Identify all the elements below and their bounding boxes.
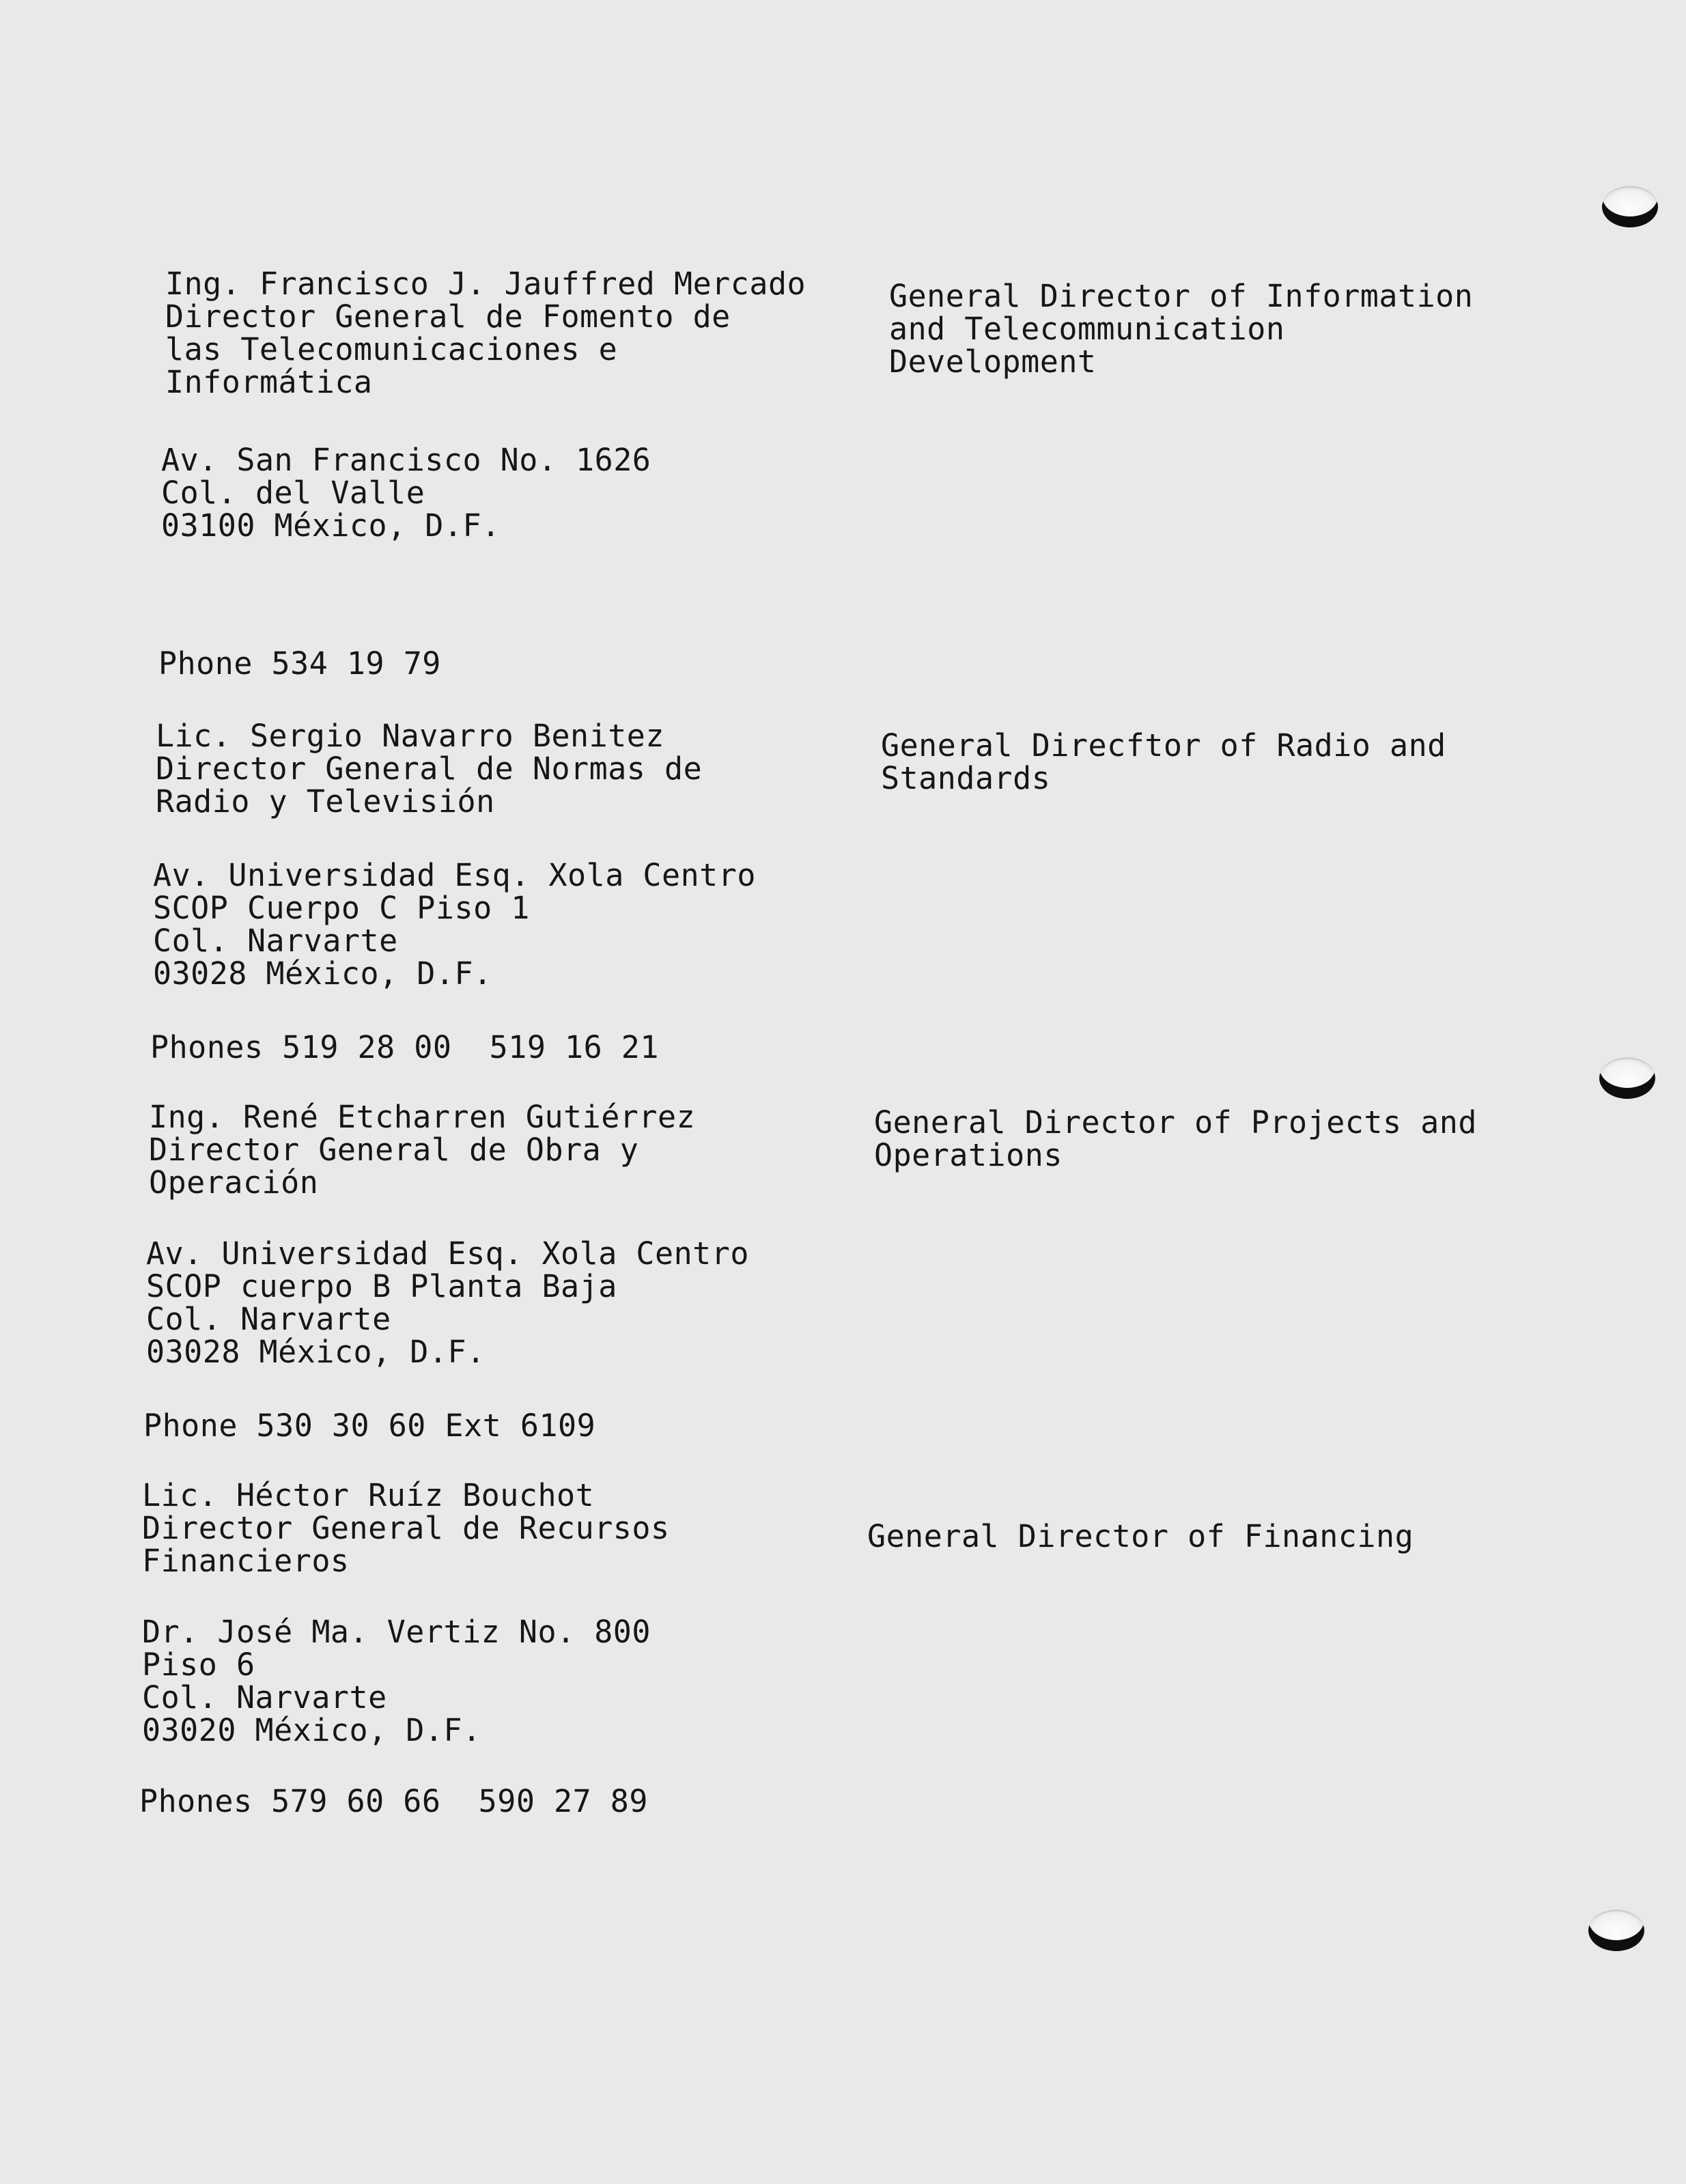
entry-3-address-line-1: Av. Universidad Esq. Xola Centro <box>146 1235 749 1272</box>
entry-2-address-block <box>153 859 756 990</box>
entry-2-title-line-1: General Direcftor of Radio and <box>881 727 1446 764</box>
entry-4-title-block <box>867 1520 1414 1553</box>
entry-1-address-line-1: Av. San Francisco No. 1626 <box>161 442 651 478</box>
entry-2-address-line-1: Av. Universidad Esq. Xola Centro <box>153 857 756 893</box>
entry-1-name-line-2: Director General de Fomento de <box>165 298 731 335</box>
entry-3-address-line-3: Col. Narvarte <box>146 1301 391 1337</box>
punch-hole-middle <box>1599 1057 1655 1099</box>
entry-1-phone: Phone 534 19 79 <box>158 645 441 682</box>
entry-1-title-line-3: Development <box>889 344 1097 380</box>
entry-1-name-line-4: Informática <box>165 364 373 400</box>
entry-1-title-line-1: General Director of Information <box>889 278 1474 314</box>
entry-1-title-block <box>889 280 1473 378</box>
entry-1-address-line-2: Col. del Valle <box>161 475 425 511</box>
entry-2-name-block <box>156 720 702 818</box>
entry-3-title-line-1: General Director of Projects and <box>874 1104 1477 1140</box>
entry-4-address-block <box>142 1616 651 1747</box>
punch-hole-bottom <box>1588 1909 1644 1951</box>
entry-4-name-line-3: Financieros <box>142 1543 350 1579</box>
entry-3-title-line-2: Operations <box>874 1137 1063 1173</box>
entry-1-name-line-3: las Telecomunicaciones e <box>165 331 618 367</box>
entry-3-phone: Phone 530 30 60 Ext 6109 <box>143 1408 596 1444</box>
entry-2-address-line-2: SCOP Cuerpo C Piso 1 <box>153 890 530 926</box>
entry-1-address-line-3: 03100 México, D.F. <box>161 507 501 544</box>
entry-4-address-line-1: Dr. José Ma. Vertiz No. 800 <box>142 1614 651 1650</box>
entry-2-address-line-3: Col. Narvarte <box>153 923 398 959</box>
entry-3-address-line-4: 03028 México, D.F. <box>146 1334 486 1370</box>
entry-4-address-line-4: 03020 México, D.F. <box>142 1712 481 1748</box>
punch-hole-top <box>1602 186 1658 227</box>
entry-3-title-block <box>874 1106 1477 1172</box>
entry-4-phone: Phones 579 60 66 590 27 89 <box>139 1783 648 1819</box>
entry-4-title-line-1: General Director of Financing <box>867 1518 1414 1554</box>
entry-3-name-line-1: Ing. René Etcharren Gutiérrez <box>149 1099 696 1135</box>
entry-3-name-line-2: Director General de Obra y <box>149 1132 639 1168</box>
entry-4-address-line-3: Col. Narvarte <box>142 1679 387 1716</box>
entry-1-name-line-1: Ing. Francisco J. Jauffred Mercado <box>165 266 806 302</box>
entry-4-address-line-2: Piso 6 <box>142 1647 255 1683</box>
entry-2-title-block <box>881 729 1446 795</box>
entry-1-address-block <box>161 444 651 542</box>
entry-2-name-line-1: Lic. Sergio Navarro Benitez <box>156 718 664 754</box>
entry-4-name-line-1: Lic. Héctor Ruíz Bouchot <box>142 1477 595 1513</box>
entry-3-name-block <box>149 1101 695 1199</box>
entry-1-name-block <box>165 268 806 399</box>
entry-2-title-line-2: Standards <box>881 760 1051 796</box>
entry-1-title-line-2: and Telecommunication <box>889 311 1285 347</box>
entry-4-name-line-2: Director General de Recursos <box>142 1510 670 1546</box>
entry-3-address-block <box>146 1237 749 1369</box>
entry-2-name-line-3: Radio y Televisión <box>156 783 495 820</box>
entry-2-phone: Phones 519 28 00 519 16 21 <box>150 1029 659 1065</box>
entry-2-name-line-2: Director General de Normas de <box>156 751 703 787</box>
entry-4-name-block <box>142 1479 670 1578</box>
entry-3-name-line-3: Operación <box>149 1164 319 1201</box>
entry-3-address-line-2: SCOP cuerpo B Planta Baja <box>146 1268 617 1304</box>
entry-2-address-line-4: 03028 México, D.F. <box>153 955 492 992</box>
